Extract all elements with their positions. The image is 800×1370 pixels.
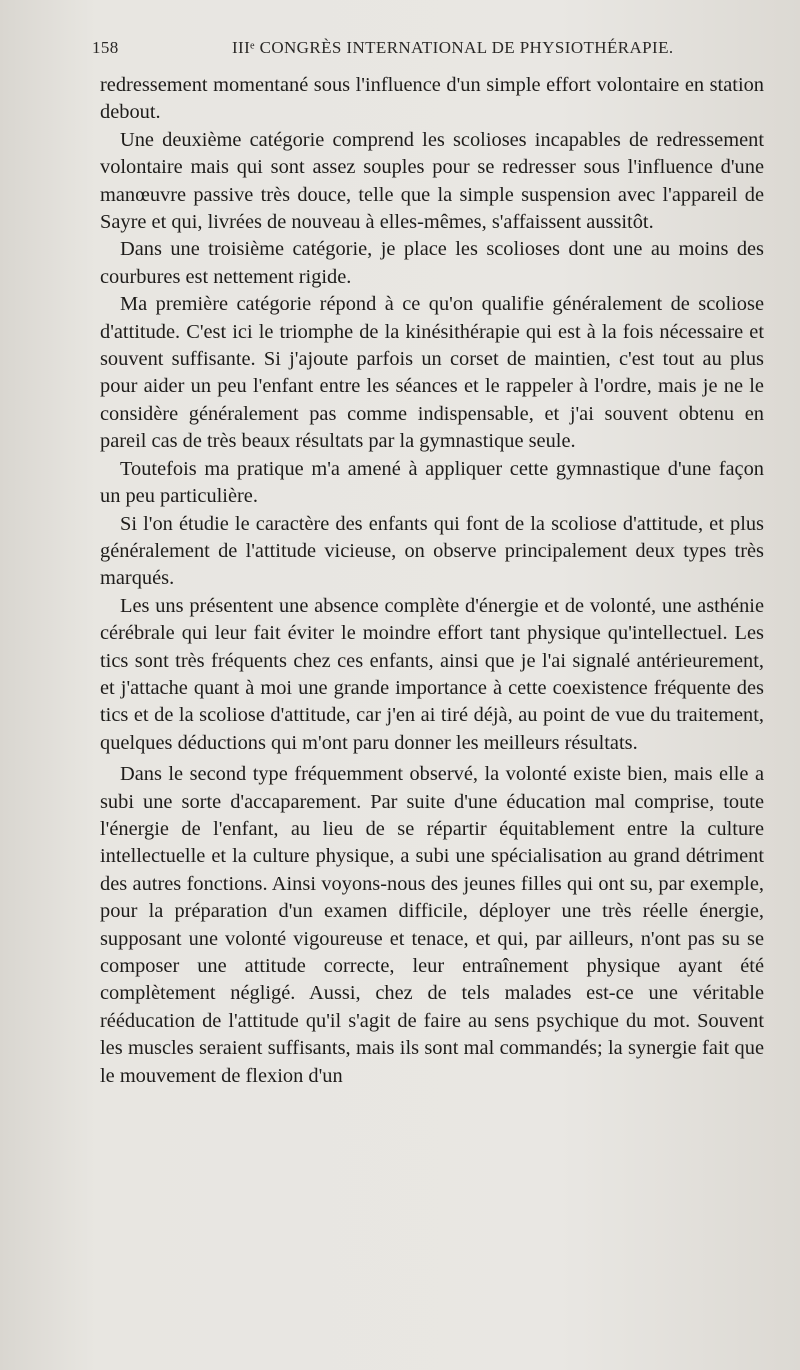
- page-body: [100, 72, 764, 1090]
- paragraph: Dans le second type fréquemment observé, la volonté existe bien, mais elle a subi une sorte d'accaparement. Par suite d'une éducation mal comprise, toute l'énergie de l'enfant, au lieu de se répartir équitablement entre la culture intellectuelle et la culture physique, a subi une spécialisation au grand détriment des autres fonctions. Ainsi voyons-nous des jeunes filles qui ont su, par exemple, pour la préparation d'un examen difficile, déployer une très réelle énergie, supposant une volonté vigoureuse et tenace, et qui, par ailleurs, n'ont pas su se composer une attitude correcte, leur entraînement physique ayant été complètement négligé. Aussi, chez de tels malades est-ce une véritable rééducation de l'attitude qu'il s'agit de faire au sens psychique du mot. Souvent les muscles seraient suffisants, mais ils sont mal commandés; la synergie fait que le mouvement de flexion d'un: [100, 763, 764, 1087]
- paragraph: Toutefois ma pratique m'a amené à appliquer cette gymnastique d'une façon un peu particulière.: [100, 457, 764, 508]
- paragraph: Dans une troisième catégorie, je place les scolioses dont une au moins des courbures est nettement rigide.: [100, 238, 764, 288]
- paragraph: Ma première catégorie répond à ce qu'on qualifie généralement de scoliose d'attitude. C'est ici le triomphe de la kinésithérapie qui est à la fois nécessaire et souvent suffisante. Si j'ajoute parfois un corset de maintien, c'est tout au plus pour aider un peu l'enfant entre les séances et le rappeler à l'ordre, mais je ne le considère généralement pas comme indispensable, et j'ai souvent obtenu en pareil cas de très beaux résultats par la gymnastique seule.: [100, 293, 764, 453]
- paragraph: Une deuxième catégorie comprend les scolioses incapables de redressement volontaire mais qui sont assez souples pour se redresser sous l'influence d'une manœuvre passive très douce, telle que la simple suspension avec l'appareil de Sayre et qui, livrées de nouveau à elles-mêmes, s'affaissent aussitôt.: [100, 128, 764, 234]
- paragraph: Les uns présentent une absence complète d'énergie et de volonté, une asthénie cérébrale qui leur fait éviter le moindre effort tant physique qu'intellectuel. Les tics sont très fréquents chez ces enfants, ainsi que je l'ai signalé antérieurement, et j'attache quant à moi une grande importance à cette coexistence fréquente des tics et de la scoliose d'attitude, car j'en ai tiré déjà, au point de vue du traitement, quelques déductions qui m'ont paru donner les meilleurs résultats.: [100, 594, 764, 754]
- running-title: IIIᵉ CONGRÈS INTERNATIONAL DE PHYSIOTHÉRAPIE.: [232, 38, 674, 57]
- paragraph-continuation: redressement momentané sous l'influence d'un simple effort volontaire en station debout.: [100, 74, 764, 124]
- page-number: 158: [92, 38, 119, 57]
- paragraph: Si l'on étudie le caractère des enfants qui font de la scoliose d'attitude, et plus généralement de l'attitude vicieuse, on observe principalement deux types très marqués.: [100, 512, 764, 590]
